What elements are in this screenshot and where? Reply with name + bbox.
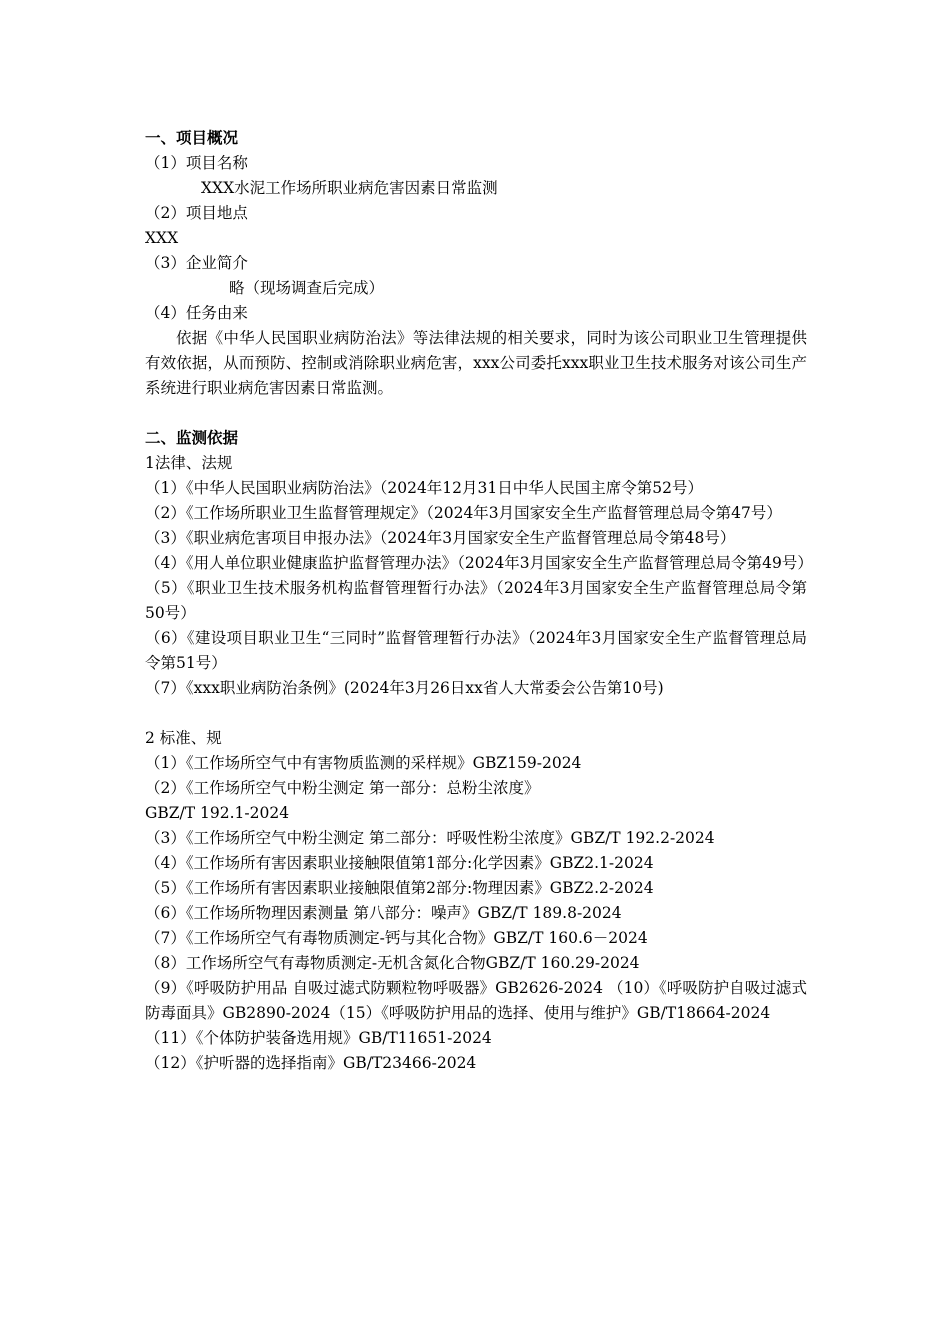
project-name-label: （1）项目名称 bbox=[145, 154, 248, 172]
law-item: （5）《职业卫生技术服务机构监督管理暂行办法》（2024年3月国家安全生产监督管理总局令第50号） bbox=[145, 579, 807, 622]
standard-item: （2）《工作场所空气中粉尘测定 第一部分：总粉尘浓度》 bbox=[145, 779, 540, 797]
law-item: （4）《用人单位职业健康监护监督管理办法》（2024年3月国家安全生产监督管理总局令第49号） bbox=[145, 554, 813, 572]
project-location-label: （2）项目地点 bbox=[145, 204, 248, 222]
company-brief-value: 略（现场调查后完成） bbox=[229, 279, 385, 297]
task-origin-paragraph: 依据《中华人民国职业病防治法》等法律法规的相关要求，同时为该公司职业卫生管理提供有效依据，从而预防、控制或消除职业病危害，xxx公司委托xxx职业卫生技术服务对该公司生产系统进行职业病危害因素日常监测。 bbox=[145, 329, 807, 397]
section-gap bbox=[145, 701, 807, 726]
task-origin-label: （4）任务由来 bbox=[145, 304, 248, 322]
standard-item: （6）《工作场所物理因素测量 第八部分：噪声》GBZ/T 189.8-2024 bbox=[145, 904, 622, 922]
project-location-value: XXX bbox=[145, 229, 179, 247]
standard-item: （5）《工作场所有害因素职业接触限值第2部分:物理因素》GBZ2.2-2024 bbox=[145, 879, 654, 897]
document-page bbox=[145, 126, 813, 1076]
section-gap bbox=[145, 401, 807, 426]
law-item: （2）《工作场所职业卫生监督管理规定》（2024年3月国家安全生产监督管理总局令第47号） bbox=[145, 504, 782, 522]
section1-heading: 一、项目概况 bbox=[145, 129, 239, 147]
standard-item: （9）《呼吸防护用品 自吸过滤式防颗粒物呼吸器》GB2626-2024 （10）《呼吸防护自吸过滤式防毒面具》GB2890-2024（15）《呼吸防护用品的选择、使用与维护》GB/T18664-2024 bbox=[145, 979, 807, 1022]
project-name-value: XXX水泥工作场所职业病危害因素日常监测 bbox=[201, 179, 498, 197]
law-item: （1）《中华人民国职业病防治法》（2024年12月31日中华人民国主席令第52号） bbox=[145, 479, 703, 497]
company-brief-label: （3）企业简介 bbox=[145, 254, 248, 272]
standard-item: （12）《护听器的选择指南》GB/T23466-2024 bbox=[145, 1054, 477, 1072]
standard-item: （1）《工作场所空气中有害物质监测的采样规》GBZ159-2024 bbox=[145, 754, 582, 772]
laws-title: 1法律、法规 bbox=[145, 454, 233, 472]
standard-item: （4）《工作场所有害因素职业接触限值第1部分:化学因素》GBZ2.1-2024 bbox=[145, 854, 654, 872]
law-item: （6）《建设项目职业卫生“三同时”监督管理暂行办法》（2024年3月国家安全生产监督管理总局令第51号） bbox=[145, 629, 807, 672]
standard-item-code: GBZ/T 192.1-2024 bbox=[145, 804, 290, 822]
law-item: （7）《xxx职业病防治条例》(2024年3月26日xx省人大常委会公告第10号) bbox=[145, 679, 664, 697]
standard-item: （11）《个体防护装备选用规》GB/T11651-2024 bbox=[145, 1029, 492, 1047]
section2-heading: 二、监测依据 bbox=[145, 429, 239, 447]
standards-title: 2 标准、规 bbox=[145, 729, 222, 747]
standard-item: （7）《工作场所空气有毒物质测定-钙与其化合物》GBZ/T 160.6－2024 bbox=[145, 929, 648, 947]
law-item: （3）《职业病危害项目申报办法》（2024年3月国家安全生产监督管理总局令第48号） bbox=[145, 529, 736, 547]
standard-item: （3）《工作场所空气中粉尘测定 第二部分：呼吸性粉尘浓度》GBZ/T 192.2-2024 bbox=[145, 829, 715, 847]
standard-item: （8）工作场所空气有毒物质测定-无机含氮化合物GBZ/T 160.29-2024 bbox=[145, 954, 640, 972]
